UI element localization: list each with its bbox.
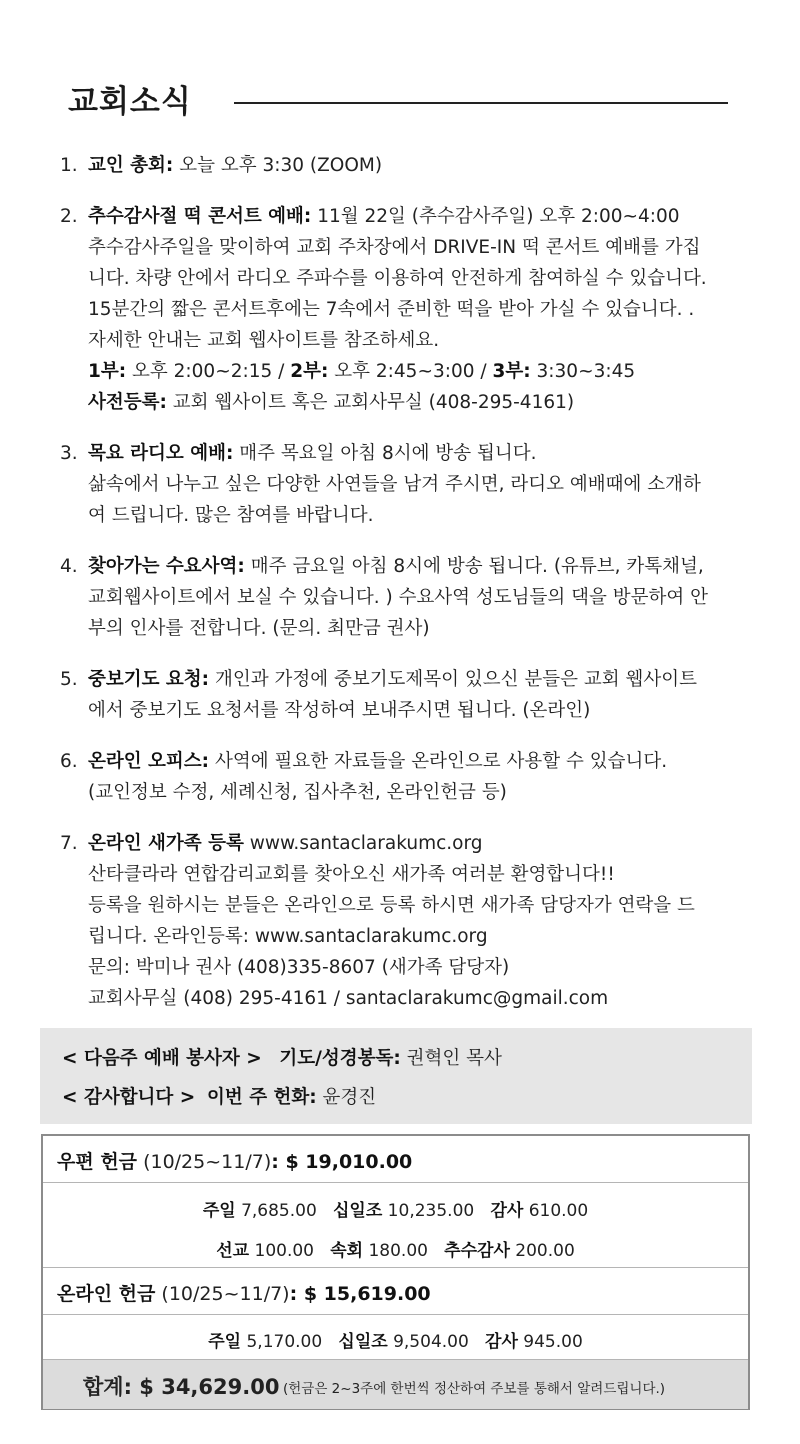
item-text: 사역에 필요한 자료들을 온라인으로 사용할 수 있습니다. — [209, 751, 668, 772]
grand-total-row — [43, 1359, 748, 1409]
item-line: 니다. 차량 안에서 라디오 주파수를 이용하여 안전하게 참여하실 수 있습니다. — [88, 268, 707, 289]
page-header — [68, 76, 728, 126]
item-title: 중보기도 요청: — [88, 669, 210, 690]
news-item-visiting-ministry — [60, 551, 760, 644]
concert-schedule: 1부: 오후 2:00~2:15 / 2부: 오후 2:45~3:00 / 3부: 3:30~3:45 — [88, 361, 636, 382]
item-title: 추수감사절 떡 콘서트 예배: — [88, 206, 312, 227]
item-line: 에서 중보기도 요청서를 작성하여 보내주시면 됩니다. (온라인) — [88, 700, 591, 721]
news-item-radio-service — [60, 438, 760, 531]
grand-total: 합계: $ 34,629.00 — [83, 1375, 280, 1399]
item-number: 6. — [60, 751, 78, 772]
news-list — [60, 150, 760, 1034]
item-number: 2. — [60, 206, 78, 227]
item-number: 1. — [60, 155, 78, 176]
item-line: 추수감사주일을 맞이하여 교회 주차장에서 DRIVE-IN 떡 콘서트 예배를 가집 — [88, 237, 701, 258]
item-number: 7. — [60, 833, 78, 854]
item-title: 목요 라디오 예배: — [88, 443, 234, 464]
total-note: (헌금은 2~3주에 한번씩 정산하여 주보를 통해서 알려드립니다.) — [283, 1381, 666, 1397]
online-offering-header: 온라인 헌금 (10/25~11/7): $ 15,619.00 — [43, 1267, 748, 1315]
item-line: 산타클라라 연합감리교회를 찾아오신 새가족 여러분 환영합니다!! — [88, 864, 615, 885]
news-item-thanksgiving-concert — [60, 201, 760, 418]
item-line: 15분간의 짧은 콘서트후에는 7속에서 준비한 떡을 받아 가실 수 있습니다. . — [88, 299, 695, 320]
item-text: 개인과 가정에 중보기도제목이 있으신 분들은 교회 웹사이트 — [209, 669, 698, 690]
volunteer-box — [40, 1028, 752, 1124]
item-number: 3. — [60, 443, 78, 464]
item-line: 문의: 박미나 권사 (408)335-8607 (새가족 담당자) — [88, 957, 510, 978]
item-line: 교회사무실 (408) 295-4161 / santaclarakumc@gmail.com — [88, 988, 609, 1009]
mail-offering-row-2: 선교 100.00 속회 180.00 추수감사 200.00 — [216, 1241, 575, 1261]
item-number: 5. — [60, 669, 78, 690]
news-item-general-meeting — [60, 150, 760, 181]
item-line: 여 드립니다. 많은 참여를 바랍니다. — [88, 505, 374, 526]
news-item-new-family — [60, 828, 760, 1014]
item-line: 교회웹사이트에서 보실 수 있습니다. ) 수요사역 성도님들의 댁을 방문하여 안 — [88, 587, 709, 608]
item-text: 오늘 오후 3:30 (ZOOM) — [173, 155, 383, 176]
page-title: 교회소식 — [68, 84, 192, 120]
item-title: 온라인 새가족 등록 — [88, 833, 244, 854]
item-text: 매주 금요일 아침 8시에 방송 됩니다. (유튜브, 카톡채널, — [244, 556, 704, 577]
offering-table — [41, 1134, 750, 1410]
item-text: 11월 22일 (추수감사주일) 오후 2:00~4:00 — [311, 206, 680, 227]
thanks-line: < 감사합니다 > 이번 주 헌화: 윤경진 — [62, 1087, 377, 1108]
item-title: 교인 총회: — [88, 155, 174, 176]
item-text: 매주 목요일 아침 8시에 방송 됩니다. — [233, 443, 537, 464]
item-line: 립니다. 온라인등록: www.santaclarakumc.org — [88, 926, 488, 947]
item-line: 부의 인사를 전합니다. (문의. 최만금 권사) — [88, 618, 430, 639]
title-divider — [234, 102, 728, 104]
news-item-online-office — [60, 746, 760, 808]
item-title: 찾아가는 수요사역: — [88, 556, 245, 577]
pre-registration: 사전등록: 교회 웹사이트 혹은 교회사무실 (408-295-4161) — [88, 392, 575, 413]
news-item-prayer-request — [60, 664, 760, 726]
item-line: 삶속에서 나누고 싶은 다양한 사연들을 남겨 주시면, 라디오 예배때에 소개하 — [88, 474, 701, 495]
mail-offering-header: 우편 헌금 (10/25~11/7): $ 19,010.00 — [43, 1136, 748, 1183]
item-title: 온라인 오피스: — [88, 751, 210, 772]
online-offering-row-1: 주일 5,170.00 십일조 9,504.00 감사 945.00 — [208, 1332, 583, 1352]
item-number: 4. — [60, 556, 78, 577]
mail-offering-row-1: 주일 7,685.00 십일조 10,235.00 감사 610.00 — [202, 1201, 589, 1221]
item-line: 등록을 원하시는 분들은 온라인으로 등록 하시면 새가족 담당자가 연락을 드 — [88, 895, 695, 916]
website-link[interactable]: www.santaclarakumc.org — [243, 833, 483, 854]
item-line: (교인정보 수정, 세례신청, 집사추천, 온라인헌금 등) — [88, 782, 507, 803]
next-week-volunteers: < 다음주 예배 봉사자 > 기도/성경봉독: 권혁인 목사 — [62, 1048, 502, 1069]
item-line: 자세한 안내는 교회 웹사이트를 참조하세요. — [88, 330, 440, 351]
